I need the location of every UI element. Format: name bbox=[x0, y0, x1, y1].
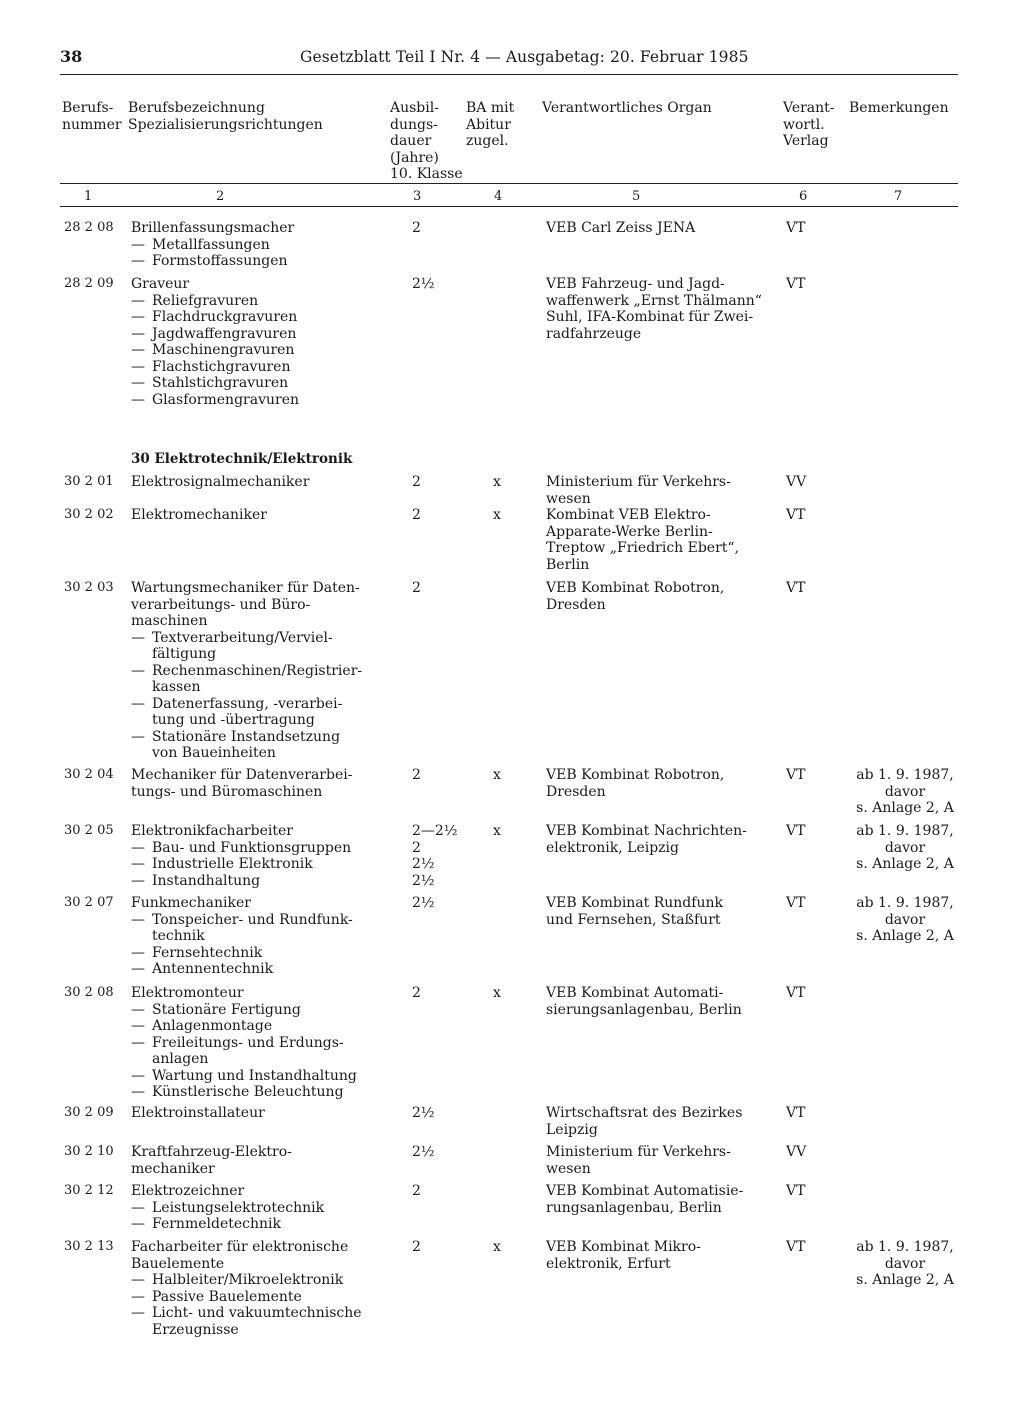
colhead-ba-mit-abitur: BA mit Abitur zugel. bbox=[466, 100, 515, 149]
spezialisierung-line bbox=[131, 873, 376, 890]
organ-line: Wirtschaftsrat des Bezirkes bbox=[546, 1105, 743, 1121]
bemerkung-line: ab 1. 9. 1987, bbox=[856, 767, 954, 783]
ausbildungsdauer bbox=[412, 474, 472, 491]
spezialisierung-text: Halbleiter/Mikroelektronik bbox=[152, 1272, 344, 1288]
spezialisierung-text: Bau- und Funktionsgruppen bbox=[152, 839, 352, 856]
ausbildungsdauer-value: 2½ bbox=[412, 1105, 435, 1121]
spezialisierung-text: Rechenmaschinen/Registrier- bbox=[152, 662, 363, 679]
ausbildungsdauer bbox=[412, 507, 472, 524]
spezialisierung-text: Industrielle Elektronik bbox=[152, 856, 313, 872]
spezialisierung-line bbox=[131, 630, 376, 647]
organ-line: elektronik, Leipzig bbox=[546, 839, 679, 856]
berufsbezeichnung bbox=[131, 1144, 376, 1177]
verantwortliches-organ bbox=[546, 823, 776, 856]
ausbildungsdauer bbox=[412, 1105, 472, 1122]
organ-line: waffenwerk „Ernst Thälmann“ bbox=[546, 292, 762, 309]
dash-bullet: — bbox=[131, 1272, 145, 1288]
verantwortliches-organ bbox=[546, 1105, 776, 1138]
organ-line: VEB Carl Zeiss JENA bbox=[546, 220, 696, 236]
bemerkung-line: davor bbox=[884, 911, 926, 928]
berufsnummer: 30 2 04 bbox=[64, 767, 114, 782]
spezialisierung-text: anlagen bbox=[152, 1051, 209, 1067]
berufsnummer: 30 2 10 bbox=[64, 1144, 114, 1159]
column-number: 1 bbox=[84, 189, 93, 204]
berufsbezeichnung-line: Elektromonteur bbox=[131, 985, 244, 1001]
dash-bullet: — bbox=[131, 856, 145, 872]
organ-line: Dresden bbox=[546, 783, 606, 800]
ausbildungsdauer-value: 2 bbox=[412, 507, 421, 523]
verantwortliches-organ bbox=[546, 1239, 776, 1272]
berufsnummer: 28 2 08 bbox=[64, 220, 114, 235]
verantwortlicher-verlag: VT bbox=[786, 1239, 806, 1255]
spezialisierung-line bbox=[131, 1035, 376, 1052]
verantwortlicher-verlag: VT bbox=[786, 1183, 806, 1199]
colhead-verantwortliches-organ: Verantwortliches Organ bbox=[542, 100, 712, 116]
spezialisierung-text: technik bbox=[152, 928, 205, 944]
ausbildungsdauer bbox=[412, 985, 472, 1002]
berufsbezeichnung bbox=[131, 823, 376, 889]
ausbildungsdauer-value: 2 bbox=[412, 1239, 421, 1255]
berufsbezeichnung-line: verarbeitungs- und Büro- bbox=[131, 596, 311, 613]
ausbildungsdauer bbox=[412, 1183, 472, 1200]
verantwortliches-organ bbox=[546, 507, 776, 573]
spezialisierung-line bbox=[131, 342, 376, 359]
spezialisierung-text: Künstlerische Beleuchtung bbox=[152, 1084, 344, 1100]
organ-line: VEB Kombinat Robotron, bbox=[546, 580, 725, 596]
spezialisierung-text: Reliefgravuren bbox=[152, 292, 259, 309]
verantwortlicher-verlag: VT bbox=[786, 767, 806, 783]
ausbildungsdauer bbox=[412, 767, 472, 784]
berufsbezeichnung bbox=[131, 1183, 376, 1233]
colhead-berufsnummer: Berufs- nummer bbox=[62, 100, 122, 133]
spezialisierung-text: tung und -übertragung bbox=[152, 712, 315, 728]
berufsbezeichnung bbox=[131, 895, 376, 978]
spezialisierung-line bbox=[131, 663, 376, 680]
bemerkung-line: s. Anlage 2, A bbox=[856, 1272, 954, 1288]
column-number: 7 bbox=[894, 189, 903, 204]
spezialisierung-text: Fernsehtechnik bbox=[152, 944, 263, 961]
spezialisierung-line bbox=[131, 646, 376, 663]
spezialisierung-text: Freileitungs- und Erdungs- bbox=[152, 1034, 344, 1051]
page-header bbox=[60, 49, 958, 71]
ba-mit-abitur-mark: x bbox=[493, 1239, 501, 1255]
spezialisierung-text: Metallfassungen bbox=[152, 236, 270, 253]
berufsbezeichnung-line: Facharbeiter für elektronische bbox=[131, 1239, 349, 1255]
organ-line: Dresden bbox=[546, 596, 606, 613]
spezialisierung-line bbox=[131, 856, 376, 873]
berufsbezeichnung-line: mechaniker bbox=[131, 1160, 215, 1177]
ausbildungsdauer-value: 2 bbox=[412, 474, 421, 490]
spezialisierung-line bbox=[131, 1272, 376, 1289]
dash-bullet: — bbox=[131, 1001, 145, 1018]
spezialisierung-text: Textverarbeitung/Verviel- bbox=[152, 629, 333, 646]
dash-bullet: — bbox=[131, 1216, 145, 1232]
dash-bullet: — bbox=[131, 325, 145, 342]
berufsbezeichnung-line: Kraftfahrzeug-Elektro- bbox=[131, 1144, 292, 1160]
organ-line: rungsanlagenbau, Berlin bbox=[546, 1199, 722, 1216]
spezialisierung-text: Stationäre Instandsetzung bbox=[152, 728, 341, 745]
verantwortliches-organ bbox=[546, 1144, 776, 1177]
berufsbezeichnung bbox=[131, 580, 376, 762]
spezialisierung-text: Tonspeicher- und Rundfunk- bbox=[152, 911, 353, 928]
ba-mit-abitur-mark: x bbox=[493, 474, 501, 490]
bemerkung-line: davor bbox=[884, 783, 926, 800]
berufsbezeichnung-line: Elektronikfacharbeiter bbox=[131, 823, 293, 839]
column-number: 3 bbox=[413, 189, 422, 204]
berufsbezeichnung bbox=[131, 276, 376, 408]
spezialisierung-line bbox=[131, 1289, 376, 1306]
berufsbezeichnung-line: Wartungsmechaniker für Daten- bbox=[131, 580, 360, 596]
dash-bullet: — bbox=[131, 695, 145, 712]
spezialisierung-text: Maschinengravuren bbox=[152, 342, 295, 358]
spezialisierung-text: Anlagenmontage bbox=[152, 1018, 273, 1034]
dash-bullet: — bbox=[131, 236, 145, 253]
spezialisierung-text: Stahlstichgravuren bbox=[152, 375, 289, 391]
organ-line: Apparate-Werke Berlin- bbox=[546, 523, 713, 540]
colhead-bemerkungen: Bemerkungen bbox=[849, 100, 949, 116]
spezialisierung-text: Licht- und vakuumtechnische bbox=[152, 1305, 362, 1321]
ausbildungsdauer-value: 2½ bbox=[412, 1144, 435, 1160]
berufsbezeichnung-line: Elektromechaniker bbox=[131, 507, 267, 523]
dash-bullet: — bbox=[131, 1084, 145, 1100]
spezialisierung-line bbox=[131, 912, 376, 929]
ausbildungsdauer bbox=[412, 895, 472, 912]
verantwortlicher-verlag: VT bbox=[786, 823, 806, 839]
ausbildungsdauer bbox=[412, 1144, 472, 1161]
spezialisierung-line bbox=[131, 1002, 376, 1019]
ausbildungsdauer-value: 2½ bbox=[412, 895, 435, 911]
ausbildungsdauer-value: 2 bbox=[412, 220, 421, 236]
dash-bullet: — bbox=[131, 253, 145, 269]
organ-line: VEB Kombinat Automatisie- bbox=[546, 1183, 744, 1199]
spezialisierung-text: Flachstichgravuren bbox=[152, 358, 291, 375]
berufsbezeichnung bbox=[131, 507, 376, 524]
bemerkung-line: ab 1. 9. 1987, bbox=[856, 823, 954, 839]
verantwortliches-organ bbox=[546, 580, 776, 613]
ba-mit-abitur-mark: x bbox=[493, 985, 501, 1001]
spezialisierung-text: fältigung bbox=[152, 646, 217, 662]
berufsbezeichnung bbox=[131, 220, 376, 270]
spezialisierung-line bbox=[131, 679, 376, 696]
bemerkung-line: s. Anlage 2, A bbox=[856, 856, 954, 872]
berufsbezeichnung-line: Graveur bbox=[131, 276, 190, 292]
dash-bullet: — bbox=[131, 961, 145, 977]
berufsbezeichnung-line: Brillenfassungsmacher bbox=[131, 220, 295, 236]
ausbildungsdauer bbox=[412, 580, 472, 597]
verantwortlicher-verlag: VV bbox=[786, 1144, 807, 1160]
organ-line: wesen bbox=[546, 1160, 591, 1177]
spezialisierung-line bbox=[131, 745, 376, 762]
spezialisierung-line bbox=[131, 928, 376, 945]
spezialisierung-text: Fernmeldetechnik bbox=[152, 1216, 281, 1232]
table-header-rule-top bbox=[60, 183, 958, 184]
berufsnummer: 30 2 07 bbox=[64, 895, 114, 910]
organ-line: Berlin bbox=[546, 556, 590, 573]
verantwortliches-organ bbox=[546, 220, 776, 237]
berufsbezeichnung-line: Funkmechaniker bbox=[131, 895, 251, 911]
dash-bullet: — bbox=[131, 1018, 145, 1034]
spezialisierung-line bbox=[131, 1322, 376, 1339]
colhead-verlag: Verant- wortl. Verlag bbox=[783, 100, 835, 149]
column-number: 5 bbox=[632, 189, 641, 204]
bemerkungen bbox=[850, 823, 960, 873]
dash-bullet: — bbox=[131, 872, 145, 889]
verantwortliches-organ bbox=[546, 895, 776, 928]
verantwortliches-organ bbox=[546, 767, 776, 800]
bemerkung-line: davor bbox=[884, 839, 926, 856]
bemerkungen bbox=[850, 895, 960, 945]
spezialisierung-line bbox=[131, 945, 376, 962]
dash-bullet: — bbox=[131, 1199, 145, 1216]
column-number: 6 bbox=[799, 189, 808, 204]
dash-bullet: — bbox=[131, 662, 145, 679]
spezialisierung-text: Stationäre Fertigung bbox=[152, 1001, 301, 1018]
spezialisierung-text: von Baueinheiten bbox=[152, 745, 276, 761]
organ-line: VEB Kombinat Robotron, bbox=[546, 767, 725, 783]
spezialisierung-line bbox=[131, 1051, 376, 1068]
verantwortliches-organ bbox=[546, 474, 776, 507]
berufsbezeichnung bbox=[131, 1239, 376, 1338]
berufsbezeichnung-line: Elektrozeichner bbox=[131, 1183, 245, 1199]
berufsnummer: 30 2 03 bbox=[64, 580, 114, 595]
spezialisierung-line bbox=[131, 293, 376, 310]
spezialisierung-line bbox=[131, 1084, 376, 1101]
colhead-berufsbezeichnung: Berufsbezeichnung Spezialisierungsrichtungen bbox=[128, 100, 323, 133]
organ-line: Leipzig bbox=[546, 1121, 598, 1138]
spezialisierung-line bbox=[131, 729, 376, 746]
berufsnummer: 30 2 12 bbox=[64, 1183, 114, 1198]
berufsbezeichnung-line: Elektrosignalmechaniker bbox=[131, 474, 310, 490]
spezialisierung-line bbox=[131, 1305, 376, 1322]
berufsnummer: 30 2 01 bbox=[64, 474, 114, 489]
spezialisierung-text: kassen bbox=[152, 679, 201, 695]
bemerkung-line: ab 1. 9. 1987, bbox=[856, 895, 954, 911]
spezialisierung-line bbox=[131, 253, 376, 270]
dash-bullet: — bbox=[131, 375, 145, 391]
berufsbezeichnung bbox=[131, 1105, 376, 1122]
berufsbezeichnung-line: tungs- und Büromaschinen bbox=[131, 783, 323, 800]
spezialisierung-text: Passive Bauelemente bbox=[152, 1288, 302, 1305]
dash-bullet: — bbox=[131, 911, 145, 928]
table-header-rule-bottom bbox=[60, 206, 958, 207]
verantwortlicher-verlag: VV bbox=[786, 474, 807, 490]
header-rule bbox=[60, 74, 958, 75]
ausbildungsdauer-value: 2 bbox=[412, 1183, 421, 1199]
dash-bullet: — bbox=[131, 629, 145, 646]
bemerkung-line: s. Anlage 2, A bbox=[856, 928, 954, 944]
dash-bullet: — bbox=[131, 342, 145, 358]
berufsbezeichnung bbox=[131, 767, 376, 800]
ausbildungsdauer-value: 2 bbox=[412, 839, 421, 856]
spezialisierung-line bbox=[131, 237, 376, 254]
column-number: 2 bbox=[216, 189, 225, 204]
column-number: 4 bbox=[494, 189, 503, 204]
verantwortlicher-verlag: VT bbox=[786, 895, 806, 911]
berufsnummer: 30 2 08 bbox=[64, 985, 114, 1000]
spezialisierung-line bbox=[131, 309, 376, 326]
spezialisierung-line bbox=[131, 392, 376, 409]
berufsbezeichnung-line: Elektroinstallateur bbox=[131, 1105, 265, 1121]
berufsbezeichnung bbox=[131, 474, 376, 491]
verantwortlicher-verlag: VT bbox=[786, 276, 806, 292]
dash-bullet: — bbox=[131, 1288, 145, 1305]
organ-line: elektronik, Erfurt bbox=[546, 1255, 671, 1272]
organ-line: Kombinat VEB Elektro- bbox=[546, 507, 711, 523]
spezialisierung-line bbox=[131, 1200, 376, 1217]
bemerkung-line: s. Anlage 2, A bbox=[856, 800, 954, 816]
verantwortlicher-verlag: VT bbox=[786, 220, 806, 236]
ba-mit-abitur-mark: x bbox=[493, 823, 501, 839]
bemerkungen bbox=[850, 767, 960, 817]
spezialisierung-text: Instandhaltung bbox=[152, 872, 261, 889]
spezialisierung-line bbox=[131, 326, 376, 343]
colhead-ausbildungsdauer: Ausbil- dungs- dauer (Jahre) 10. Klasse bbox=[390, 100, 463, 182]
spezialisierung-line bbox=[131, 696, 376, 713]
dash-bullet: — bbox=[131, 309, 145, 325]
verantwortliches-organ bbox=[546, 1183, 776, 1216]
dash-bullet: — bbox=[131, 1034, 145, 1051]
spezialisierung-line bbox=[131, 1068, 376, 1085]
organ-line: wesen bbox=[546, 490, 591, 507]
ausbildungsdauer-value: 2½ bbox=[412, 856, 435, 872]
organ-line: Treptow „Friedrich Ebert“, bbox=[546, 540, 740, 556]
dash-bullet: — bbox=[131, 839, 145, 856]
ausbildungsdauer-value: 2½ bbox=[412, 276, 435, 292]
dash-bullet: — bbox=[131, 1067, 145, 1084]
ausbildungsdauer-value: 2½ bbox=[412, 872, 435, 889]
spezialisierung-text: Antennentechnik bbox=[152, 961, 274, 977]
spezialisierung-line bbox=[131, 375, 376, 392]
verantwortlicher-verlag: VT bbox=[786, 507, 806, 523]
verantwortlicher-verlag: VT bbox=[786, 580, 806, 596]
ausbildungsdauer-value: 2—2½ bbox=[412, 823, 458, 839]
spezialisierung-text: Formstoffassungen bbox=[152, 253, 288, 269]
organ-line: radfahrzeuge bbox=[546, 325, 642, 342]
organ-line: VEB Kombinat Automati- bbox=[546, 985, 724, 1001]
organ-line: VEB Kombinat Nachrichten- bbox=[546, 823, 747, 839]
ausbildungsdauer-value: 2 bbox=[412, 580, 421, 596]
verantwortlicher-verlag: VT bbox=[786, 1105, 806, 1121]
berufsbezeichnung-line: maschinen bbox=[131, 613, 208, 629]
berufsnummer: 28 2 09 bbox=[64, 276, 114, 291]
berufsnummer: 30 2 09 bbox=[64, 1105, 114, 1120]
dash-bullet: — bbox=[131, 1305, 145, 1321]
berufsbezeichnung bbox=[131, 985, 376, 1101]
ausbildungsdauer-value: 2 bbox=[412, 985, 421, 1001]
berufsnummer: 30 2 02 bbox=[64, 507, 114, 522]
spezialisierung-line bbox=[131, 359, 376, 376]
spezialisierung-text: Glasformengravuren bbox=[152, 391, 299, 408]
organ-line: VEB Fahrzeug- und Jagd- bbox=[546, 276, 725, 292]
dash-bullet: — bbox=[131, 358, 145, 375]
verantwortliches-organ bbox=[546, 985, 776, 1018]
section-title: 30 Elektrotechnik/Elektronik bbox=[131, 451, 353, 467]
spezialisierung-text: Jagdwaffengravuren bbox=[152, 325, 297, 342]
ausbildungsdauer bbox=[412, 823, 472, 889]
ausbildungsdauer bbox=[412, 1239, 472, 1256]
ausbildungsdauer bbox=[412, 220, 472, 237]
bemerkung-line: ab 1. 9. 1987, bbox=[856, 1239, 954, 1255]
spezialisierung-line bbox=[131, 840, 376, 857]
dash-bullet: — bbox=[131, 944, 145, 961]
spezialisierung-line bbox=[131, 961, 376, 978]
page-number: 38 bbox=[60, 47, 83, 66]
organ-line: Ministerium für Verkehrs- bbox=[546, 474, 731, 490]
berufsbezeichnung-line: Bauelemente bbox=[131, 1255, 225, 1272]
spezialisierung-text: Datenerfassung, -verarbei- bbox=[152, 695, 343, 712]
spezialisierung-text: Leistungselektrotechnik bbox=[152, 1199, 325, 1216]
ba-mit-abitur-mark: x bbox=[493, 767, 501, 783]
spezialisierung-text: Erzeugnisse bbox=[152, 1321, 239, 1338]
spezialisierung-text: Wartung und Instandhaltung bbox=[152, 1067, 357, 1084]
dash-bullet: — bbox=[131, 728, 145, 745]
organ-line: und Fernsehen, Staßfurt bbox=[546, 911, 721, 928]
running-title: Gesetzblatt Teil I Nr. 4 — Ausgabetag: 20. Februar 1985 bbox=[300, 48, 749, 66]
dash-bullet: — bbox=[131, 391, 145, 408]
bemerkungen bbox=[850, 1239, 960, 1289]
organ-line: sierungsanlagenbau, Berlin bbox=[546, 1001, 742, 1018]
berufsnummer: 30 2 13 bbox=[64, 1239, 114, 1254]
spezialisierung-line bbox=[131, 1018, 376, 1035]
ausbildungsdauer bbox=[412, 276, 472, 293]
organ-line: Ministerium für Verkehrs- bbox=[546, 1144, 731, 1160]
verantwortliches-organ bbox=[546, 276, 776, 342]
dash-bullet: — bbox=[131, 292, 145, 309]
spezialisierung-text: Flachdruckgravuren bbox=[152, 309, 298, 325]
ausbildungsdauer-value: 2 bbox=[412, 767, 421, 783]
spezialisierung-line bbox=[131, 712, 376, 729]
organ-line: VEB Kombinat Mikro- bbox=[546, 1239, 701, 1255]
berufsbezeichnung-line: Mechaniker für Datenverarbei- bbox=[131, 767, 353, 783]
berufsnummer: 30 2 05 bbox=[64, 823, 114, 838]
organ-line: Suhl, IFA-Kombinat für Zwei- bbox=[546, 309, 754, 325]
bemerkung-line: davor bbox=[884, 1255, 926, 1272]
organ-line: VEB Kombinat Rundfunk bbox=[546, 895, 723, 911]
verantwortlicher-verlag: VT bbox=[786, 985, 806, 1001]
ba-mit-abitur-mark: x bbox=[493, 507, 501, 523]
spezialisierung-line bbox=[131, 1216, 376, 1233]
